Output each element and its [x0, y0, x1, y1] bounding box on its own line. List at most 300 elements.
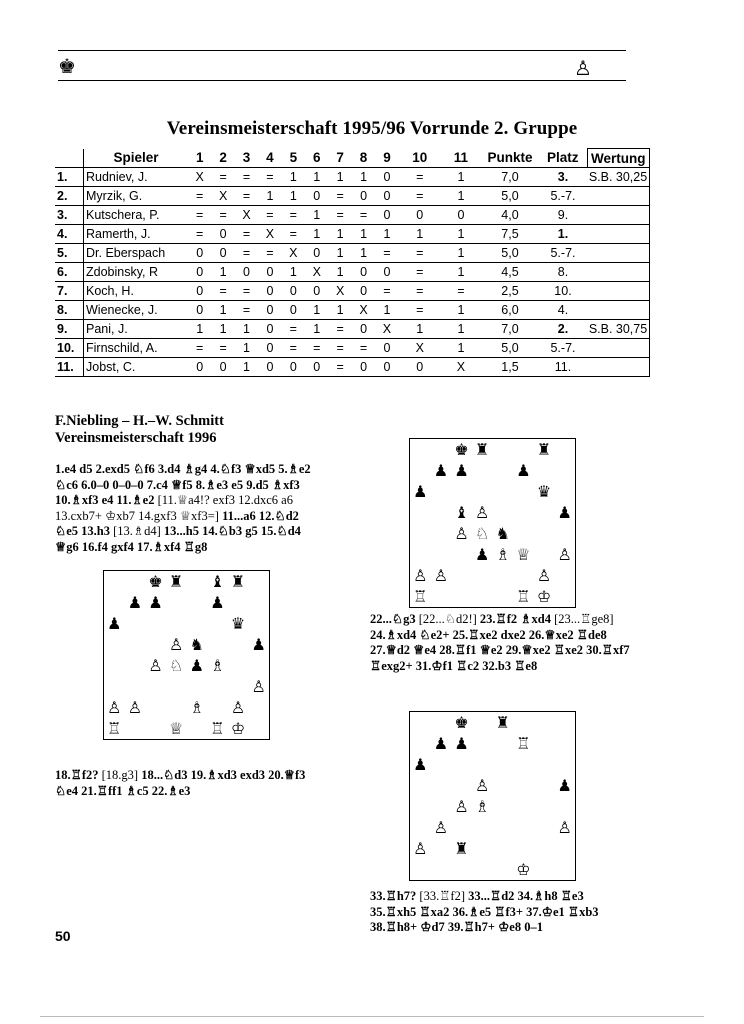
- result-cell: 0: [188, 301, 211, 320]
- move-line: [370, 889, 599, 905]
- result-cell: =: [235, 301, 258, 320]
- black-pawn-icon: ♟: [433, 734, 449, 753]
- player-name: Rudniev, J.: [84, 168, 189, 187]
- move-text: 33.♖h7?: [370, 889, 420, 903]
- result-cell: =: [282, 320, 305, 339]
- row-number: 8.: [55, 301, 84, 320]
- result-cell: =: [352, 339, 375, 358]
- result-cell: =: [188, 187, 211, 206]
- result-cell: X: [235, 206, 258, 225]
- moves-block-4: [370, 889, 599, 936]
- tiebreak-cell: [587, 339, 650, 358]
- place-cell: 10.: [539, 282, 587, 301]
- tiebreak-cell: [587, 187, 650, 206]
- black-rook-icon: ♜: [230, 572, 246, 591]
- black-pawn-icon: ♟: [210, 593, 225, 612]
- player-name: Koch, H.: [84, 282, 189, 301]
- result-cell: =: [282, 339, 305, 358]
- result-cell: X: [441, 358, 481, 377]
- move-line: [55, 540, 311, 556]
- white-pawn-icon: ♙: [413, 839, 428, 858]
- tiebreak-cell: [587, 358, 650, 377]
- white-knight-icon: ♘: [475, 524, 490, 543]
- black-pawn-icon: ♟: [413, 755, 428, 774]
- black-pawn-icon: ♟: [454, 734, 469, 753]
- header-rule-bottom: [58, 80, 626, 81]
- black-pawn-icon: ♟: [189, 656, 204, 675]
- black-knight-icon: ♞: [495, 524, 510, 543]
- result-cell: =: [282, 225, 305, 244]
- move-line: [370, 643, 630, 659]
- move-variation: [13.♗d4]: [113, 524, 164, 539]
- white-queen-icon: ♕: [516, 545, 531, 564]
- move-line: [55, 478, 311, 494]
- player-name: Dr. Eberspach: [84, 244, 189, 263]
- white-rook-icon: ♖: [413, 587, 428, 606]
- result-cell: 0: [441, 206, 481, 225]
- crosstable-header: [55, 149, 650, 168]
- move-line: [370, 920, 599, 936]
- white-pawn-icon: ♙: [475, 776, 490, 795]
- result-cell: 1: [328, 168, 351, 187]
- move-line: [370, 612, 630, 628]
- table-row: [55, 358, 650, 377]
- moves-block-2: [55, 768, 305, 799]
- result-cell: 1: [441, 301, 481, 320]
- result-cell: 1: [441, 225, 481, 244]
- result-cell: =: [211, 282, 234, 301]
- points-cell: 5,0: [481, 187, 539, 206]
- column-header: 9: [375, 149, 398, 168]
- white-bishop-icon: ♗: [475, 797, 490, 816]
- result-cell: =: [235, 168, 258, 187]
- column-header: 3: [235, 149, 258, 168]
- chess-diagram-2: [409, 438, 576, 608]
- table-row: [55, 168, 650, 187]
- black-pawn-icon: ♟: [148, 593, 163, 612]
- result-cell: X: [352, 301, 375, 320]
- column-header: Punkte: [481, 149, 539, 168]
- table-row: [55, 282, 650, 301]
- column-header: 2: [211, 149, 234, 168]
- result-cell: =: [235, 244, 258, 263]
- move-text: ♘c6 6.0–0 0–0–0 7.c4 ♕f5 8.♗e3 e5 9.d5 ♗xf3: [55, 477, 300, 492]
- black-pawn-icon: ♟: [413, 482, 428, 501]
- result-cell: 0: [375, 263, 398, 282]
- black-king-icon: ♚: [148, 572, 163, 591]
- move-line: [55, 524, 311, 540]
- white-bishop-icon: ♗: [210, 656, 225, 675]
- result-cell: 0: [352, 282, 375, 301]
- result-cell: =: [258, 168, 281, 187]
- move-variation: [18.g3]: [101, 768, 142, 782]
- result-cell: 1: [441, 244, 481, 263]
- row-number: 1.: [55, 168, 84, 187]
- white-bishop-icon: ♗: [189, 698, 204, 717]
- column-header: Spieler: [84, 149, 189, 168]
- result-cell: 1: [441, 339, 481, 358]
- result-cell: 0: [375, 187, 398, 206]
- black-king-icon: ♚: [454, 440, 469, 459]
- white-pawn-icon: ♙: [475, 503, 490, 522]
- result-cell: =: [305, 339, 328, 358]
- result-cell: 0: [352, 187, 375, 206]
- white-knight-icon: ♘: [169, 656, 184, 675]
- column-header: 6: [305, 149, 328, 168]
- points-cell: 5,0: [481, 244, 539, 263]
- result-cell: 1: [282, 168, 305, 187]
- result-cell: 0: [258, 320, 281, 339]
- place-cell: 3.: [539, 168, 587, 187]
- result-cell: 0: [352, 263, 375, 282]
- result-cell: 1: [305, 301, 328, 320]
- black-pawn-icon: ♟: [516, 461, 531, 480]
- result-cell: 1: [305, 206, 328, 225]
- result-cell: 0: [375, 168, 398, 187]
- white-king-icon: ♔: [536, 587, 552, 606]
- result-cell: 1: [328, 301, 351, 320]
- tiebreak-cell: [587, 263, 650, 282]
- result-cell: X: [211, 187, 234, 206]
- black-pawn-icon: ♟: [557, 503, 572, 522]
- result-cell: X: [399, 339, 441, 358]
- table-row: [55, 206, 650, 225]
- move-line: [370, 628, 630, 644]
- table-row: [55, 301, 650, 320]
- result-cell: =: [188, 339, 211, 358]
- tiebreak-cell: [587, 244, 650, 263]
- black-pawn-icon: ♟: [557, 776, 572, 795]
- result-cell: =: [399, 263, 441, 282]
- white-rook-icon: ♖: [210, 719, 225, 738]
- result-cell: 1: [258, 187, 281, 206]
- white-king-icon: ♔: [516, 860, 531, 879]
- table-row: [55, 263, 650, 282]
- white-rook-icon: ♖: [516, 734, 531, 753]
- result-cell: =: [328, 358, 351, 377]
- result-cell: 1: [305, 225, 328, 244]
- pawn-icon: ♙: [574, 56, 592, 80]
- player-name: Jobst, C.: [84, 358, 189, 377]
- result-cell: 0: [188, 244, 211, 263]
- chess-diagram-3: [409, 711, 576, 881]
- result-cell: =: [399, 187, 441, 206]
- place-cell: 1.: [539, 225, 587, 244]
- player-name: Wienecke, J.: [84, 301, 189, 320]
- result-cell: 1: [441, 168, 481, 187]
- result-cell: 1: [399, 320, 441, 339]
- column-header: Platz: [539, 149, 587, 168]
- move-text: 22...♘g3: [370, 612, 419, 626]
- move-text: 13...h5 14.♘b3 g5 15.♘d4: [163, 524, 301, 539]
- row-number: 6.: [55, 263, 84, 282]
- result-cell: 0: [282, 301, 305, 320]
- black-knight-icon: ♞: [189, 635, 204, 654]
- page-number: 50: [55, 928, 71, 944]
- points-cell: 4,5: [481, 263, 539, 282]
- row-number: 3.: [55, 206, 84, 225]
- result-cell: 1: [375, 225, 398, 244]
- move-text: 35.♖xh5 ♖xa2 36.♗e5 ♖f3+ 37.♔e1 ♖xb3: [370, 904, 599, 919]
- player-name: Pani, J.: [84, 320, 189, 339]
- move-variation: [11.♕a4!? exf3 12.dxc6 a6: [157, 493, 293, 508]
- points-cell: 2,5: [481, 282, 539, 301]
- black-rook-icon: ♜: [536, 440, 552, 459]
- black-rook-icon: ♜: [169, 572, 184, 591]
- crosstable-title: Vereinsmeisterschaft 1995/96 Vorrunde 2. Gruppe: [166, 118, 578, 139]
- move-text: 18.♖f2?: [55, 768, 102, 782]
- column-header: 7: [328, 149, 351, 168]
- result-cell: X: [305, 263, 328, 282]
- black-pawn-icon: ♟: [475, 545, 490, 564]
- result-cell: =: [328, 320, 351, 339]
- king-icon: ♚: [58, 54, 76, 78]
- move-text: ♘e5 13.h3: [55, 524, 114, 539]
- black-rook-icon: ♜: [495, 713, 510, 732]
- result-cell: =: [375, 282, 398, 301]
- result-cell: =: [399, 168, 441, 187]
- result-cell: 0: [258, 282, 281, 301]
- points-cell: 5,0: [481, 339, 539, 358]
- move-text: 11...a6 12.♘d2: [222, 508, 299, 523]
- white-pawn-icon: ♙: [557, 818, 572, 837]
- column-header: 10: [399, 149, 441, 168]
- black-pawn-icon: ♟: [127, 593, 143, 612]
- row-number: 10.: [55, 339, 84, 358]
- move-text: 1.e4 d5 2.exd5 ♘f6 3.d4 ♗g4 4.♘f3 ♕xd5 5.♗e2: [55, 462, 311, 476]
- white-pawn-icon: ♙: [536, 566, 552, 585]
- result-cell: 0: [352, 320, 375, 339]
- move-text: ♕g6 16.f4 gxf4 17.♗xf4 ♖g8: [55, 539, 208, 554]
- move-variation: 13.cxb7+ ♔xb7 14.gxf3 ♕xf3=]: [55, 508, 223, 523]
- result-cell: X: [258, 225, 281, 244]
- column-header: 1: [188, 149, 211, 168]
- white-pawn-icon: ♙: [127, 698, 143, 717]
- black-bishop-icon: ♝: [454, 503, 469, 522]
- result-cell: 1: [188, 320, 211, 339]
- result-cell: =: [328, 206, 351, 225]
- result-cell: =: [375, 244, 398, 263]
- place-cell: 11.: [539, 358, 587, 377]
- place-cell: 5.-7.: [539, 339, 587, 358]
- row-number: 11.: [55, 358, 84, 377]
- moves-block-1: [55, 462, 311, 556]
- result-cell: =: [282, 206, 305, 225]
- white-pawn-icon: ♙: [148, 656, 163, 675]
- white-pawn-icon: ♙: [251, 677, 266, 696]
- white-rook-icon: ♖: [107, 719, 122, 738]
- result-cell: 1: [211, 263, 234, 282]
- result-cell: 0: [375, 206, 398, 225]
- white-pawn-icon: ♙: [433, 818, 449, 837]
- result-cell: 1: [352, 168, 375, 187]
- result-cell: =: [352, 206, 375, 225]
- result-cell: =: [399, 301, 441, 320]
- result-cell: 0: [258, 301, 281, 320]
- column-header: [55, 149, 84, 168]
- crosstable: [55, 148, 650, 377]
- white-pawn-icon: ♙: [433, 566, 449, 585]
- white-rook-icon: ♖: [516, 587, 531, 606]
- move-line: [55, 462, 311, 478]
- table-row: [55, 339, 650, 358]
- place-cell: 9.: [539, 206, 587, 225]
- place-cell: 8.: [539, 263, 587, 282]
- white-queen-icon: ♕: [169, 719, 184, 738]
- white-king-icon: ♔: [230, 719, 246, 738]
- black-rook-icon: ♜: [454, 839, 469, 858]
- result-cell: 1: [441, 263, 481, 282]
- result-cell: 1: [282, 187, 305, 206]
- move-line: [55, 493, 311, 509]
- result-cell: 0: [188, 263, 211, 282]
- result-cell: 0: [188, 282, 211, 301]
- result-cell: =: [188, 225, 211, 244]
- column-header: Wertung: [587, 149, 650, 168]
- column-header: 11: [441, 149, 481, 168]
- result-cell: 1: [235, 320, 258, 339]
- tiebreak-cell: [587, 206, 650, 225]
- place-cell: 4.: [539, 301, 587, 320]
- result-cell: =: [211, 339, 234, 358]
- table-row: [55, 244, 650, 263]
- result-cell: 0: [305, 282, 328, 301]
- tiebreak-cell: [587, 301, 650, 320]
- row-number: 5.: [55, 244, 84, 263]
- points-cell: 6,0: [481, 301, 539, 320]
- result-cell: 0: [211, 244, 234, 263]
- result-cell: 1: [282, 263, 305, 282]
- points-cell: 4,0: [481, 206, 539, 225]
- result-cell: 1: [211, 320, 234, 339]
- moves-block-3: [370, 612, 630, 674]
- result-cell: =: [441, 282, 481, 301]
- result-cell: =: [188, 206, 211, 225]
- player-name: Firnschild, A.: [84, 339, 189, 358]
- move-line: [55, 509, 311, 525]
- move-text: 18...♘d3 19.♗xd3 exd3 20.♕f3: [141, 768, 306, 782]
- white-pawn-icon: ♙: [413, 566, 428, 585]
- result-cell: 0: [352, 358, 375, 377]
- result-cell: 0: [235, 263, 258, 282]
- tiebreak-cell: [587, 282, 650, 301]
- white-pawn-icon: ♙: [454, 524, 469, 543]
- player-name: Kutschera, P.: [84, 206, 189, 225]
- move-text: 24.♗xd4 ♘e2+ 25.♖xe2 dxe2 26.♕xe2 ♖de8: [370, 627, 607, 642]
- move-variation: [33.♖f2]: [419, 889, 469, 903]
- result-cell: =: [235, 187, 258, 206]
- result-cell: 0: [282, 282, 305, 301]
- footer-rule: [40, 1016, 704, 1017]
- result-cell: 0: [399, 358, 441, 377]
- result-cell: =: [328, 339, 351, 358]
- result-cell: 1: [328, 263, 351, 282]
- row-number: 4.: [55, 225, 84, 244]
- black-pawn-icon: ♟: [433, 461, 449, 480]
- white-pawn-icon: ♙: [557, 545, 572, 564]
- points-cell: 1,5: [481, 358, 539, 377]
- black-pawn-icon: ♟: [107, 614, 122, 633]
- tiebreak-cell: S.B. 30,25: [587, 168, 650, 187]
- result-cell: 0: [375, 339, 398, 358]
- result-cell: 1: [305, 320, 328, 339]
- result-cell: 1: [328, 244, 351, 263]
- move-variation: [23...♖ge8]: [554, 612, 614, 626]
- tiebreak-cell: S.B. 30,75: [587, 320, 650, 339]
- chess-diagram-1: [103, 570, 270, 740]
- result-cell: =: [258, 206, 281, 225]
- points-cell: 7,0: [481, 168, 539, 187]
- result-cell: 1: [441, 320, 481, 339]
- row-number: 2.: [55, 187, 84, 206]
- result-cell: 0: [305, 358, 328, 377]
- column-header: 5: [282, 149, 305, 168]
- result-cell: 0: [305, 244, 328, 263]
- game-event: Vereinsmeisterschaft 1996: [55, 430, 217, 446]
- move-line: [370, 659, 630, 675]
- points-cell: 7,0: [481, 320, 539, 339]
- result-cell: 1: [375, 301, 398, 320]
- points-cell: 7,5: [481, 225, 539, 244]
- row-number: 7.: [55, 282, 84, 301]
- result-cell: X: [282, 244, 305, 263]
- move-variation: [22...♘d2!]: [418, 612, 480, 626]
- tiebreak-cell: [587, 225, 650, 244]
- white-pawn-icon: ♙: [454, 797, 469, 816]
- result-cell: 0: [188, 358, 211, 377]
- result-cell: =: [211, 206, 234, 225]
- black-rook-icon: ♜: [475, 440, 490, 459]
- move-text: ♘e4 21.♖ff1 ♗c5 22.♗e3: [55, 783, 191, 798]
- place-cell: 5.-7.: [539, 244, 587, 263]
- result-cell: 1: [211, 301, 234, 320]
- move-text: ♖exg2+ 31.♔f1 ♖c2 32.b3 ♖e8: [370, 658, 538, 673]
- result-cell: 1: [328, 225, 351, 244]
- result-cell: =: [328, 187, 351, 206]
- game-heading: [55, 413, 224, 447]
- result-cell: X: [328, 282, 351, 301]
- move-text: 27.♕d2 ♕e4 28.♖f1 ♕e2 29.♕xe2 ♖xe2 30.♖xf7: [370, 643, 630, 658]
- white-pawn-icon: ♙: [230, 698, 246, 717]
- black-pawn-icon: ♟: [251, 635, 266, 654]
- result-cell: 0: [282, 358, 305, 377]
- black-bishop-icon: ♝: [210, 572, 225, 591]
- column-header: 4: [258, 149, 281, 168]
- result-cell: 1: [305, 168, 328, 187]
- white-bishop-icon: ♗: [495, 545, 510, 564]
- move-line: [55, 768, 305, 784]
- black-pawn-icon: ♟: [454, 461, 469, 480]
- place-cell: 5.-7.: [539, 187, 587, 206]
- result-cell: X: [188, 168, 211, 187]
- crosstable-body: [55, 168, 650, 377]
- result-cell: 1: [399, 225, 441, 244]
- result-cell: =: [399, 282, 441, 301]
- result-cell: 0: [211, 358, 234, 377]
- result-cell: 1: [352, 225, 375, 244]
- black-queen-icon: ♛: [230, 614, 246, 633]
- move-text: 33...♖d2 34.♗h8 ♖e3: [468, 889, 584, 903]
- white-pawn-icon: ♙: [169, 635, 184, 654]
- result-cell: 1: [352, 244, 375, 263]
- column-header: 8: [352, 149, 375, 168]
- result-cell: 0: [375, 358, 398, 377]
- game-players: F.Niebling – H.–W. Schmitt: [55, 413, 224, 429]
- table-row: [55, 225, 650, 244]
- move-text: 38.♖h8+ ♔d7 39.♖h7+ ♔e8 0–1: [370, 920, 543, 935]
- header-rule-top: [58, 50, 626, 51]
- player-name: Zdobinsky, R: [84, 263, 189, 282]
